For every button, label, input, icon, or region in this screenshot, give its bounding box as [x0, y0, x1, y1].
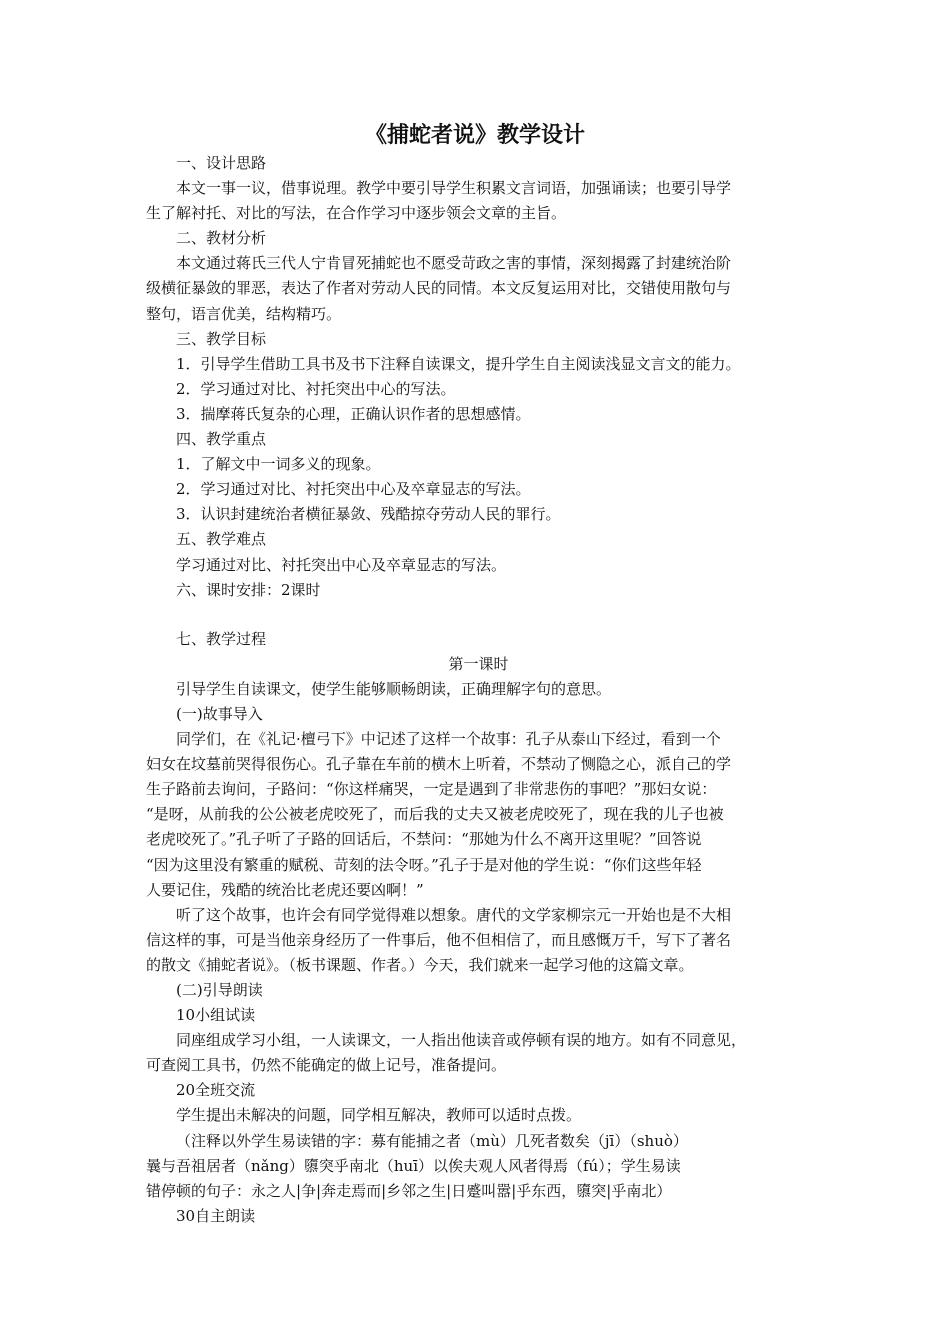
text-line: 生子路前去询问，子路问：“你这样痛哭，一定是遇到了非常悲伤的事吧？”那妇女说：: [146, 780, 717, 799]
text-line: 第一课时: [448, 654, 509, 673]
text-line: （注释以外学生易读错的字：募有能捕之者（mù）几死者数矣（jī）（shuò）: [176, 1131, 688, 1150]
text-line: 曩与吾祖居者（nǎng）隳突乎南北（huī）以俟夫观人风者得焉（fú）；学生易读: [146, 1156, 681, 1175]
text-line: 六、课时安排：2课时: [176, 580, 321, 599]
text-line: 同座组成学习小组，一人读课文，一人指出他读音或停顿有误的地方。如有不同意见，: [176, 1031, 747, 1050]
text-line: 七、教学过程: [176, 629, 267, 648]
text-line: 妇女在坟墓前哭得很伤心。孔子靠在车前的横木上听着，不禁动了恻隐之心，派自己的学: [146, 755, 732, 774]
text-line: 学习通过对比、衬托突出中心及卒章显志的写法。: [176, 555, 507, 574]
text-line: 整句，语言优美，结构精巧。: [146, 304, 342, 323]
blank-line: [146, 603, 811, 627]
text-line: “是呀，从前我的公公被老虎咬死了，而后我的丈夫又被老虎咬死了，现在我的儿子也被: [146, 805, 724, 824]
text-line: 本文一事一议，借事说理。教学中要引导学生积累文言词语，加强诵读；也要引导学: [176, 179, 732, 198]
text-line: 1．引导学生借助工具书及书下注释自读课文，提升学生自主阅读浅显文言文的能力。: [176, 354, 741, 373]
text-line: 的散文《捕蛇者说》。（板书课题、作者。）今天，我们就来一起学习他的这篇文章。: [146, 955, 694, 974]
document-title: 《捕蛇者说》教学设计: [364, 123, 585, 148]
text-line: 四、教学重点: [176, 430, 267, 449]
text-line: 学生提出未解决的问题，同学相互解决，教师可以适时点拨。: [176, 1106, 582, 1125]
text-line: 五、教学难点: [176, 530, 267, 549]
text-line: 老虎咬死了。”孔子听了子路的回话后，不禁问：“那她为什么不离开这里呢？”回答说: [146, 830, 702, 849]
text-line: 错停顿的句子：永之人|争|奔走焉而|乡邻之生|日蹙叫嚣|乎东西，隳突|乎南北）: [146, 1181, 672, 1200]
text-line: 本文通过蒋氏三代人宁肯冒死捕蛇也不愿受苛政之害的事情，深刻揭露了封建统治阶: [176, 254, 732, 273]
text-line: 3．认识封建统治者横征暴敛、残酷掠夺劳动人民的罪行。: [176, 505, 561, 524]
text-line: “因为这里没有繁重的赋税、苛刻的法令呀。”孔子于是对他的学生说：“你们这些年轻: [146, 855, 702, 874]
text-line: 生了解衬托、对比的写法，在合作学习中逐步领会文章的主旨。: [146, 204, 567, 223]
text-line: (一)故事导入: [176, 704, 263, 723]
text-line: 三、教学目标: [176, 329, 267, 348]
text-line: (二)引导朗读: [176, 981, 263, 999]
text-line: 级横征暴敛的罪恶，表达了作者对劳动人民的同情。本文反复运用对比，交错使用散句与: [146, 279, 732, 298]
text-line: 20全班交流: [176, 1081, 256, 1100]
text-line: 可查阅工具书，仍然不能确定的做上记号，准备提问。: [146, 1056, 507, 1075]
text-line: 二、教材分析: [176, 229, 267, 248]
text-line: 人要记住，残酷的统治比老虎还要凶啊！”: [146, 880, 424, 899]
text-line: 30自主朗读: [176, 1206, 256, 1225]
text-line: 2．学习通过对比、衬托突出中心的写法。: [176, 379, 456, 398]
text-line: 3．揣摩蒋氏复杂的心理，正确认识作者的思想感情。: [176, 404, 531, 423]
text-line: 2．学习通过对比、衬托突出中心及卒章显志的写法。: [176, 480, 531, 499]
text-line: 听了这个故事，也许会有同学觉得难以想象。唐代的文学家柳宗元一开始也是不大相: [176, 905, 732, 924]
document-body: [146, 151, 811, 1229]
text-line: 10小组试读: [176, 1006, 256, 1025]
text-line: 同学们，在《礼记·檀弓下》中记述了这样一个故事：孔子从泰山下经过，看到一个: [176, 730, 721, 749]
text-line: 1．了解文中一词多义的现象。: [176, 455, 381, 474]
text-line: 引导学生自读课文，使学生能够顺畅朗读，正确理解字句的意思。: [176, 679, 612, 698]
text-line: 一、设计思路: [176, 154, 267, 172]
text-line: 信这样的事，可是当他亲身经历了一件事后，他不但相信了，而且感慨万千，写下了著名: [146, 930, 732, 949]
